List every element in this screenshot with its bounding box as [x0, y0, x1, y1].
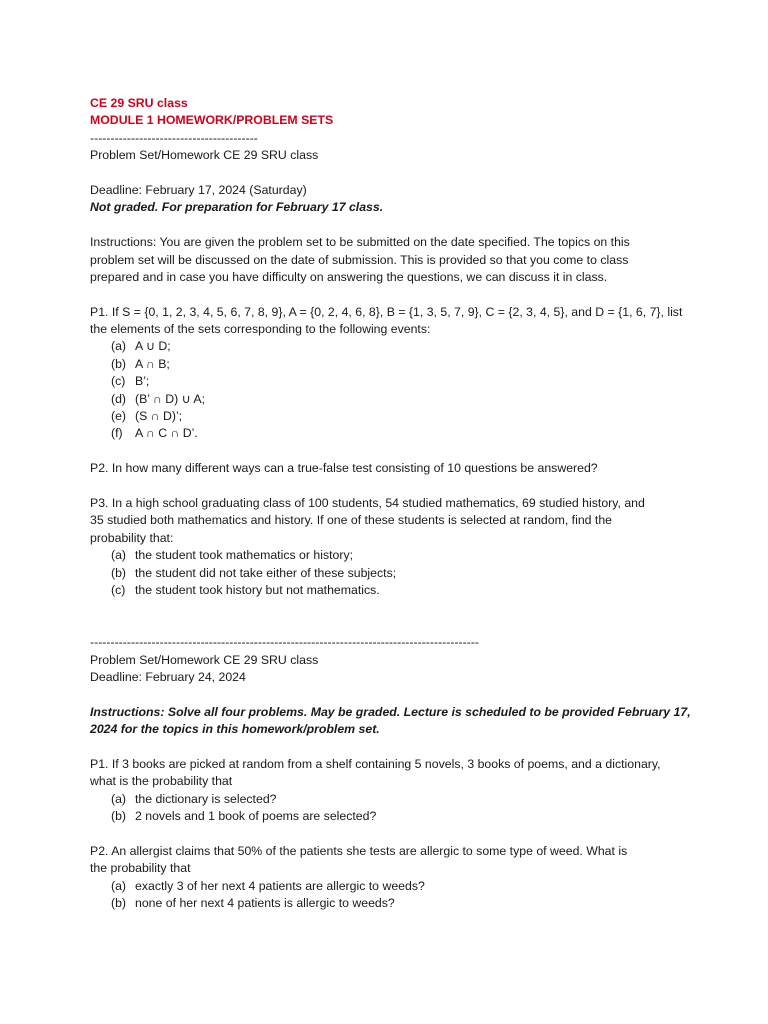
item-label: (b)	[111, 809, 127, 824]
list-item	[90, 425, 690, 442]
item-label: (d)	[111, 391, 127, 406]
item-text: (B’ ∩ D) ∪ A;	[135, 391, 205, 406]
set1-p2: P2. In how many different ways can a true-false test consisting of 10 questions be answered?	[90, 461, 598, 476]
item-label: (e)	[111, 409, 127, 424]
set2-p2-line: P2. An allergist claims that 50% of the patients she tests are allergic to some type of weed. What is	[90, 843, 628, 858]
course-title: CE 29 SRU class	[90, 96, 188, 110]
list-item	[90, 895, 690, 912]
item-text: the student did not take either of these subjects;	[135, 565, 397, 580]
item-text: 2 novels and 1 book of poems are selected?	[135, 809, 377, 824]
set1-p3-line: 35 studied both mathematics and history. If one of these students is selected at random, find the	[90, 513, 613, 528]
header-rule: -----------------------------------------	[90, 130, 258, 145]
set2-instructions-line: 2024 for the topics in this homework/problem set.	[90, 722, 380, 737]
set2-title: Problem Set/Homework CE 29 SRU class	[90, 652, 319, 667]
set2-instructions-line: Instructions: Solve all four problems. May be graded. Lecture is scheduled to be provided February 17,	[90, 704, 691, 719]
set1-p1-line: P1. If S = {0, 1, 2, 3, 4, 5, 6, 7, 8, 9}, A = {0, 2, 4, 6, 8}, B = {1, 3, 5, 7, 9}, C = {2, 3, 4, 5}, and D = {1, 6, 7}, list	[90, 304, 683, 319]
item-label: (b)	[111, 895, 127, 910]
list-item	[90, 808, 690, 825]
item-text: A ∩ C ∩ D’.	[135, 426, 198, 441]
set1-p3-line: P3. In a high school graduating class of 100 students, 54 studied mathematics, 69 studied history, and	[90, 495, 645, 510]
item-label: (a)	[111, 548, 127, 563]
item-text: the dictionary is selected?	[135, 791, 277, 806]
item-label: (b)	[111, 356, 127, 371]
list-item	[90, 565, 690, 582]
item-text: A ∩ B;	[135, 356, 170, 371]
item-text: B’;	[135, 374, 150, 389]
set1-p3-line: probability that:	[90, 530, 174, 545]
set2-deadline: Deadline: February 24, 2024	[90, 669, 246, 684]
list-item	[90, 582, 690, 599]
set1-instructions-line: Instructions: You are given the problem set to be submitted on the date specified. The topics on this	[90, 235, 630, 250]
module-title: MODULE 1 HOMEWORK/PROBLEM SETS	[90, 113, 334, 128]
set1-deadline: Deadline: February 17, 2024 (Saturday)	[90, 182, 307, 197]
set2-p1-line: what is the probability that	[90, 774, 233, 789]
item-label: (a)	[111, 339, 127, 354]
list-item	[90, 373, 690, 390]
item-label: (a)	[111, 791, 127, 806]
set1-p1-line: the elements of the sets corresponding to the following events:	[90, 322, 431, 337]
section-divider: -----------------------------------------------------------------------------------------------	[90, 635, 480, 650]
item-text: none of her next 4 patients is allergic to weeds?	[135, 895, 395, 910]
item-text: the student took mathematics or history;	[135, 548, 354, 563]
set2-p1-line: P1. If 3 books are picked at random from a shelf containing 5 novels, 3 books of poems, and a dictionary,	[90, 756, 661, 771]
item-text: exactly 3 of her next 4 patients are allergic to weeds?	[135, 878, 425, 893]
set2-p2-line: the probability that	[90, 861, 191, 876]
item-text: the student took history but not mathematics.	[135, 582, 380, 597]
list-item	[90, 878, 690, 895]
list-item	[90, 791, 690, 808]
set1-instructions-line: problem set will be discussed on the date of submission. This is provided so that you come to class	[90, 252, 629, 267]
item-text: (S ∩ D)’;	[135, 409, 183, 424]
list-item	[90, 408, 690, 425]
item-label: (a)	[111, 878, 127, 893]
set1-title: Problem Set/Homework CE 29 SRU class	[90, 148, 319, 163]
item-text: A ∪ D;	[135, 339, 171, 354]
list-item	[90, 356, 690, 373]
item-label: (c)	[111, 582, 126, 597]
list-item	[90, 338, 690, 355]
list-item	[90, 547, 690, 564]
set1-note: Not graded. For preparation for February 17 class.	[90, 200, 384, 215]
list-item	[90, 391, 690, 408]
item-label: (f)	[111, 426, 123, 441]
set1-instructions-line: prepared and in case you have difficulty on answering the questions, we can discuss it in class.	[90, 269, 608, 284]
document-content	[90, 95, 690, 912]
item-label: (b)	[111, 565, 127, 580]
item-label: (c)	[111, 374, 126, 389]
